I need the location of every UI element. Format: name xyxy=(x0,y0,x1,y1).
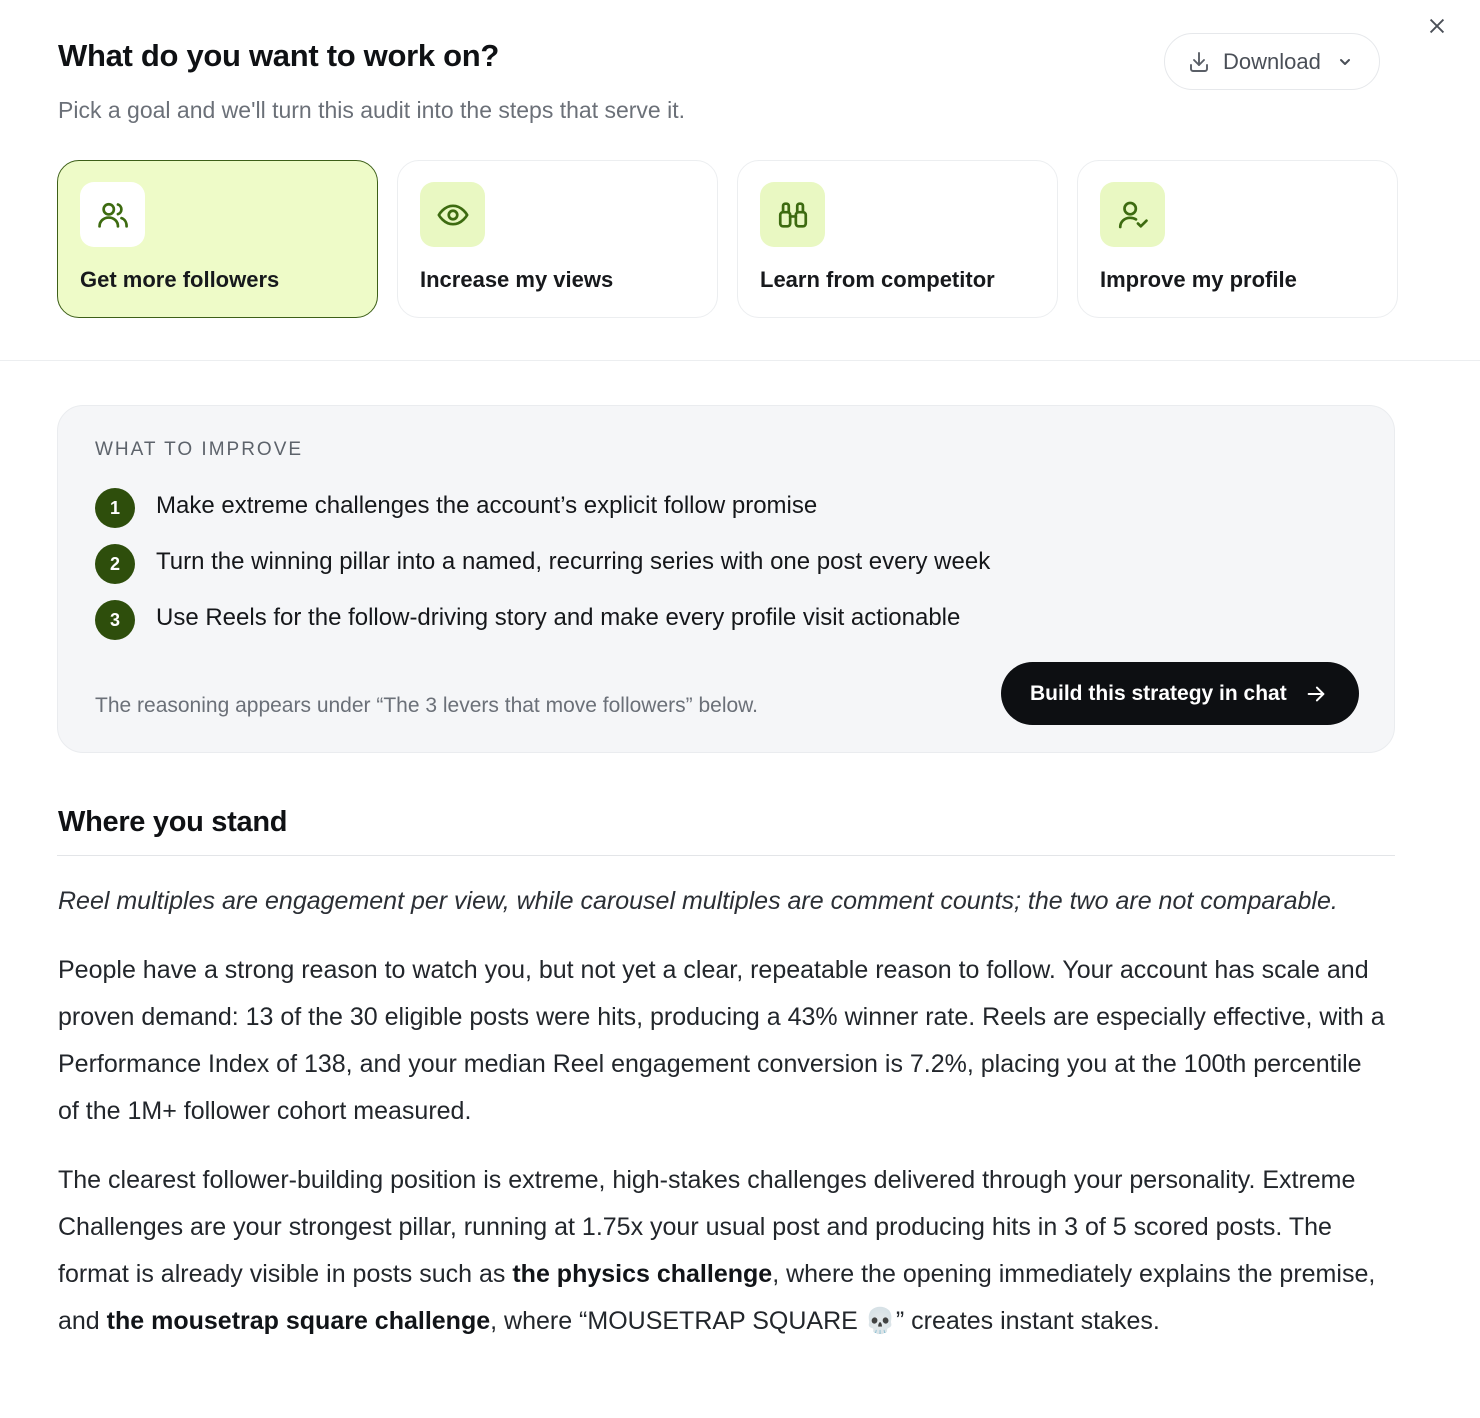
users-icon xyxy=(80,182,145,247)
step-number-badge: 3 xyxy=(95,600,135,640)
close-icon xyxy=(1426,15,1448,37)
section-title: Where you stand xyxy=(58,806,288,838)
goal-card-learn-from-competitor[interactable] xyxy=(737,160,1058,318)
goal-card-improve-my-profile[interactable] xyxy=(1077,160,1398,318)
arrow-right-icon xyxy=(1305,683,1327,705)
binoculars-icon xyxy=(760,182,825,247)
goal-label: Increase my views xyxy=(420,267,614,292)
goal-label: Learn from competitor xyxy=(760,267,995,292)
header-divider xyxy=(0,360,1480,361)
goal-label: Improve my profile xyxy=(1100,267,1297,292)
paragraph-text: , where “MOUSETRAP SQUARE 💀” creates instant stakes. xyxy=(490,1307,1160,1335)
paragraph-text: The clearest follower-building position is extreme, high-stakes challenges delivered through your personality. Extreme Challenges are your strongest pillar, running at 1.75x your usual post and producing hits in 3 of 5 scored posts. The format is already visible in posts such as xyxy=(58,1166,1356,1288)
page-subtitle: Pick a goal and we'll turn this audit into the steps that serve it. xyxy=(58,97,686,123)
improve-item xyxy=(95,488,817,528)
user-check-icon xyxy=(1100,182,1165,247)
eye-icon xyxy=(420,182,485,247)
chevron-down-icon xyxy=(1333,54,1353,70)
goal-label: Get more followers xyxy=(80,267,280,292)
goal-card-get-more-followers[interactable] xyxy=(57,160,378,318)
where-you-stand-body xyxy=(58,878,1388,1367)
improve-item-text: Turn the winning pillar into a named, recurring series with one post every week xyxy=(156,548,991,575)
what-to-improve-card xyxy=(57,405,1395,753)
paragraph: People have a strong reason to watch you, but not yet a clear, repeatable reason to follow. Your account has scale and proven demand: 13 of the 30 eligible posts were hits, producing a 43% winner rate. Reels are especially effective, with a Performance Index of 138, and your median Reel engagement conversion is 7.2%, placing you at the 100th percentile of the 1M+ follower cohort measured. xyxy=(58,956,1385,1125)
comparability-note: Reel multiples are engagement per view, while carousel multiples are comment counts; the two are not comparable. xyxy=(58,887,1338,915)
section-divider xyxy=(57,855,1395,856)
improve-heading: WHAT TO IMPROVE xyxy=(95,439,304,460)
download-icon xyxy=(1187,50,1211,74)
build-strategy-label: Build this strategy in chat xyxy=(1030,681,1287,705)
paragraph xyxy=(58,1157,1388,1345)
goal-card-increase-my-views[interactable] xyxy=(397,160,718,318)
improve-item-text: Use Reels for the follow-driving story and make every profile visit actionable xyxy=(156,604,961,631)
step-number-badge: 2 xyxy=(95,544,135,584)
build-strategy-button[interactable] xyxy=(1001,662,1359,725)
page-title: What do you want to work on? xyxy=(58,38,500,73)
post-link-physics-challenge[interactable]: the physics challenge xyxy=(512,1260,773,1288)
download-button[interactable] xyxy=(1164,33,1380,90)
improve-item xyxy=(95,544,990,584)
step-number-badge: 1 xyxy=(95,488,135,528)
download-label: Download xyxy=(1223,48,1321,74)
post-link-mousetrap-challenge[interactable]: the mousetrap square challenge xyxy=(106,1307,491,1335)
paragraph-text: , where the opening immediately explains the premise, and xyxy=(58,1260,1376,1335)
close-button[interactable] xyxy=(1422,11,1452,41)
reasoning-note: The reasoning appears under “The 3 levers that move followers” below. xyxy=(95,694,759,717)
improve-item xyxy=(95,600,960,640)
goal-options xyxy=(57,160,1398,318)
improve-item-text: Make extreme challenges the account’s explicit follow promise xyxy=(156,492,818,519)
